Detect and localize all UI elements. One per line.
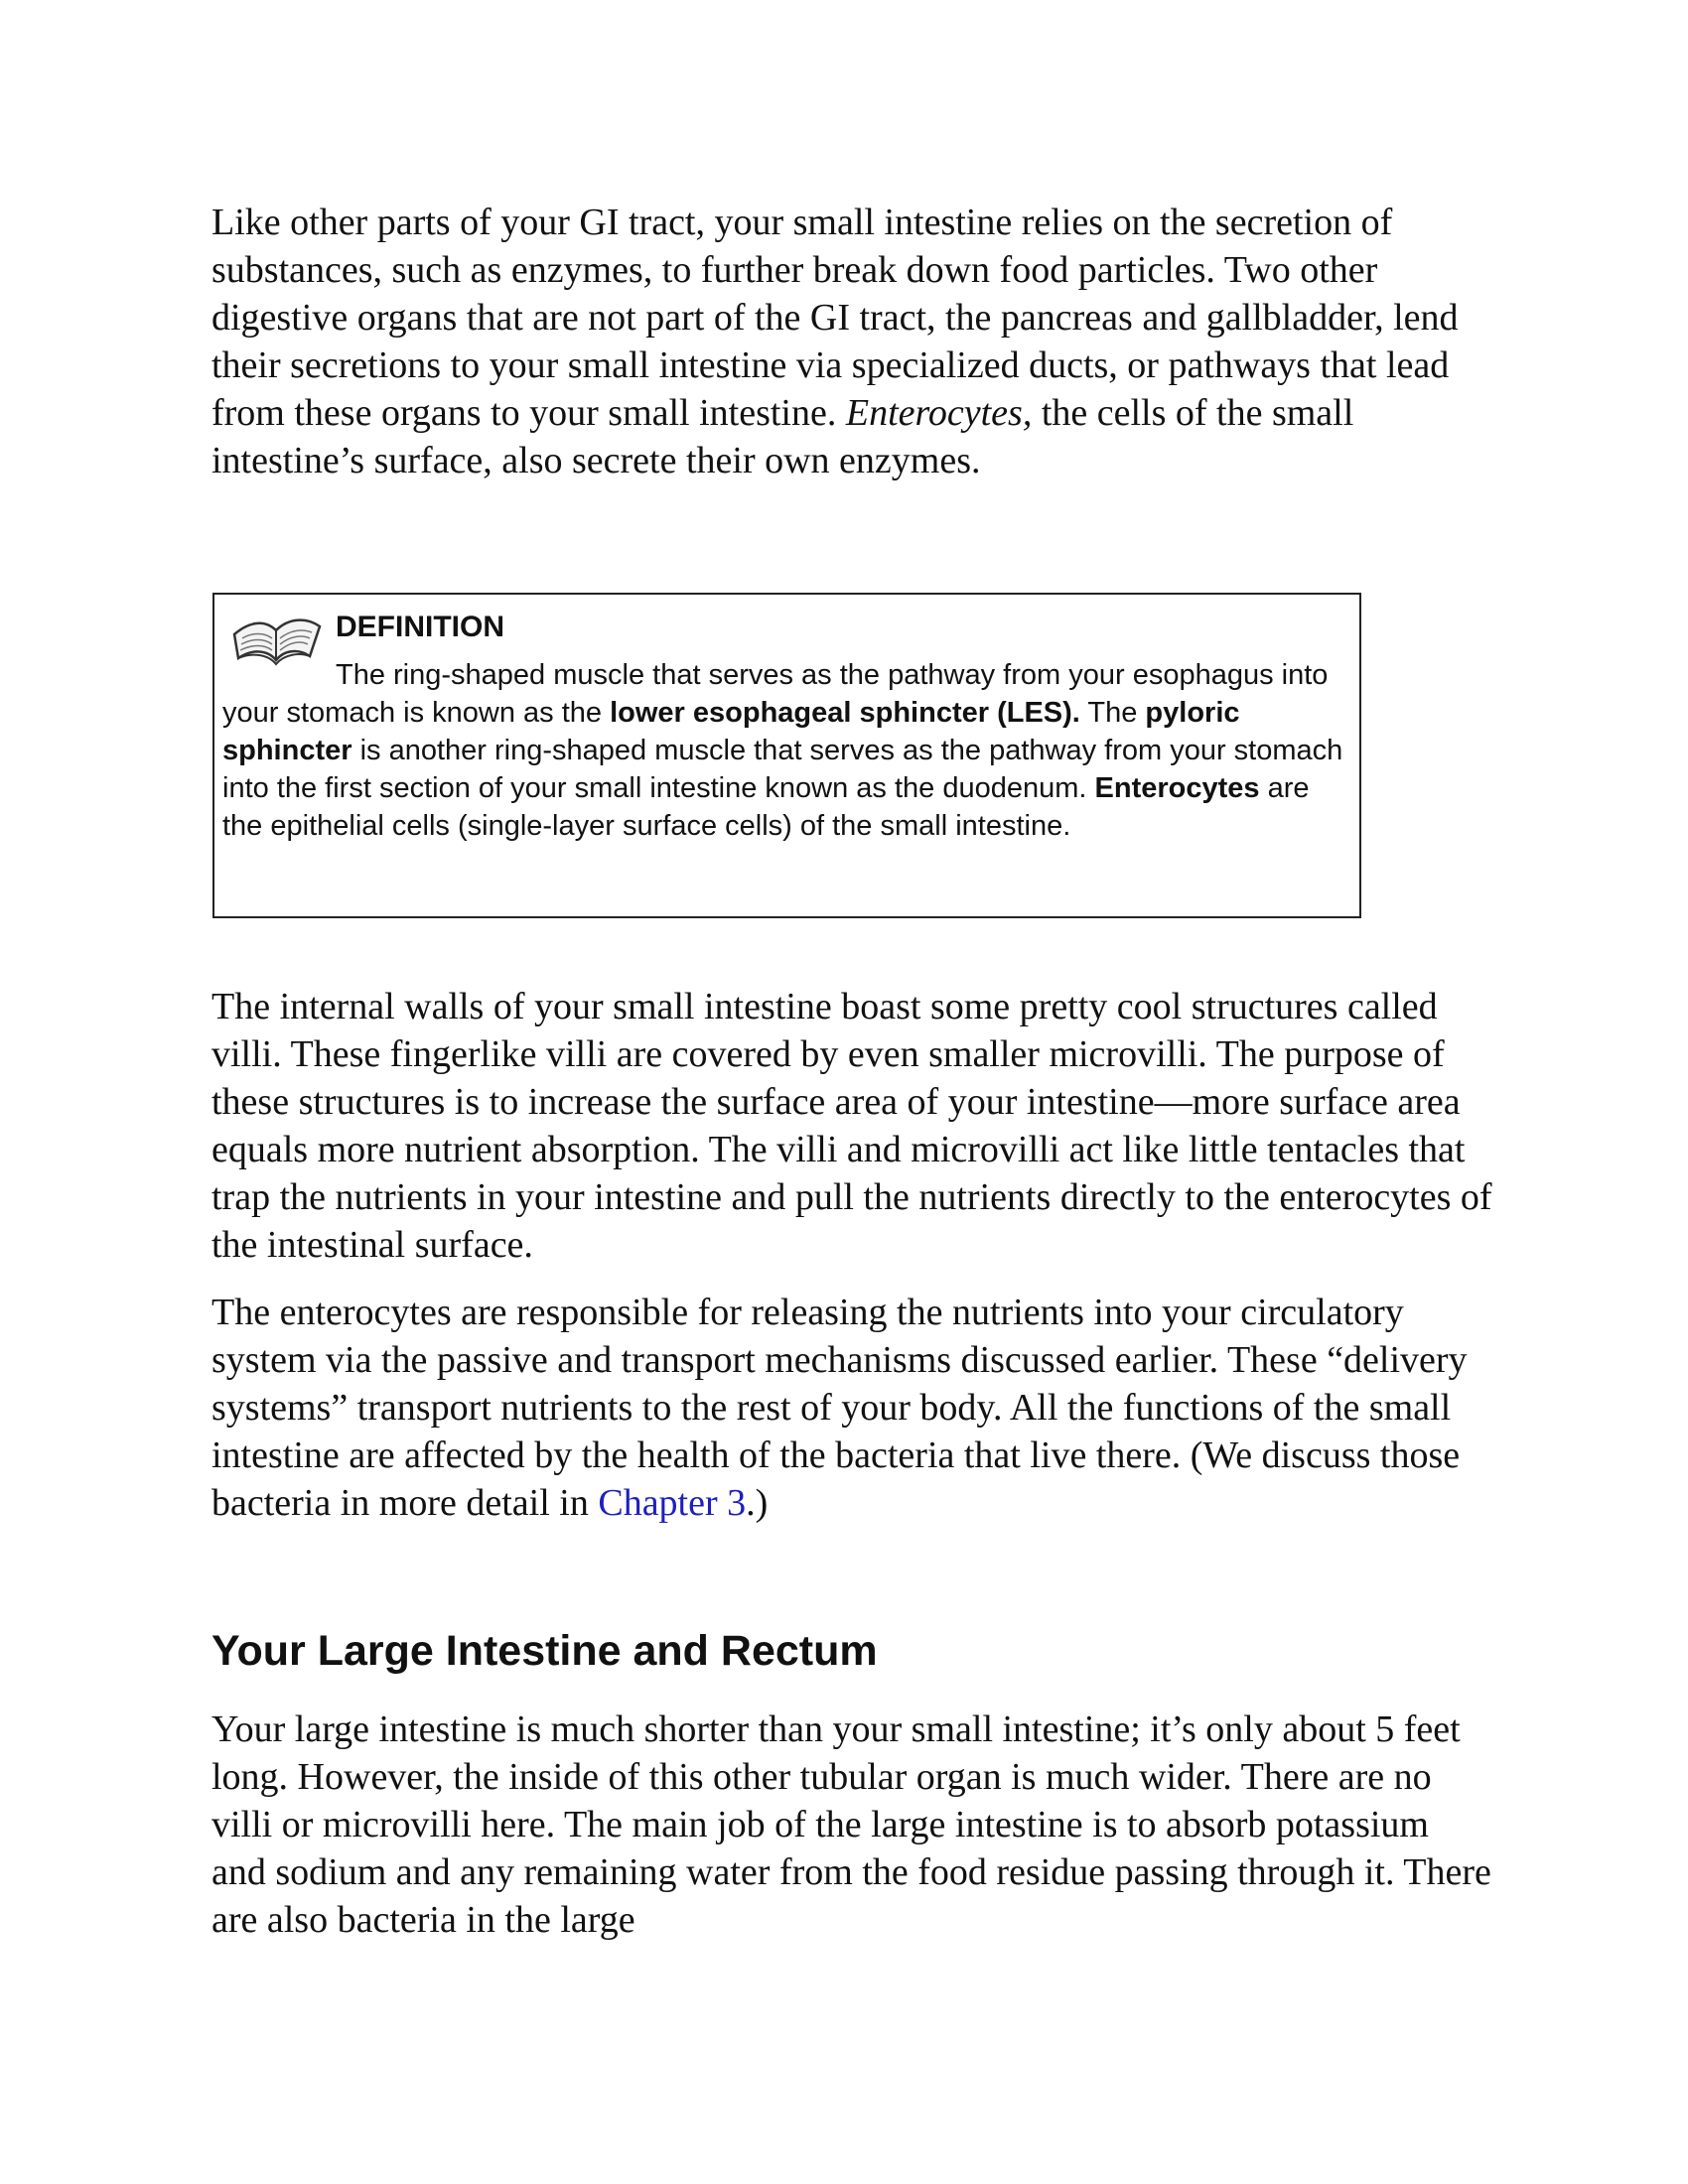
definition-text (222, 656, 1356, 845)
paragraph-text: Like other parts of your GI tract, your small intestine relies on the secretion of substances, such as enzymes, to further break down food particles. Two other digestive organs that are not part of the GI tract, the pancreas and gallbladder, lend their secretions to your small intestine via specialized ducts, or pathways that lead from these organs to your small intestine. (211, 202, 1459, 434)
term-les: lower esophageal sphincter (LES). (610, 697, 1080, 729)
italic-term-enterocytes: Enterocytes, (845, 392, 1033, 434)
paragraph-large-intestine: Your large intestine is much shorter than your small intestine; it’s only about 5 feet long. However, the inside of this other tubular organ is much wider. There are no villi or microvilli here. The main job of the large intestine is to absorb potassium and sodium and any remaining water from the food residue passing through it. There are also bacteria in the large (211, 1708, 1491, 1941)
chapter-3-link[interactable]: Chapter 3 (598, 1482, 747, 1524)
paragraph-text: the cells of the small intestine’s surface, also secrete their own enzymes. (211, 392, 1354, 481)
term-enterocytes: Enterocytes (1094, 772, 1260, 804)
paragraph-villi: The internal walls of your small intestine boast some pretty cool structures called villi. These fingerlike villi are covered by even smaller microvilli. The purpose of these structures is to increase the surface area of your intestine—more surface area equals more nutrient absorption. The villi and microvilli act like little tentacles that trap the nutrients in your intestine and pull the nutrients directly to the enterocytes of the intestinal surface. (211, 986, 1492, 1266)
paragraph-small-intestine-secretions (211, 199, 1492, 484)
term-pyloric-sphincter: pyloric sphincter (222, 697, 1240, 766)
section-heading: Your Large Intestine and Rectum (211, 1627, 878, 1675)
definition-title: DEFINITION (336, 611, 504, 643)
paragraph-text: The enterocytes are responsible for releasing the nutrients into your circulatory system via the passive and transport mechanisms discussed earlier. These “delivery systems” transport nutrients to the rest of your body. All the functions of the small intestine are affected by the health of the bacteria that live there. (We discuss those bacteria in more detail in (211, 1292, 1468, 1524)
definition-box (212, 593, 1361, 918)
definition-text-part: are the epithelial cells (single-layer surface cells) of the small intestine. (222, 772, 1310, 842)
definition-text-part: The (1079, 697, 1146, 729)
definition-text-part: is another ring-shaped muscle that serves as the pathway from your stomach into the first section of your small intestine known as the duodenum. (222, 735, 1343, 804)
paragraph-enterocytes (211, 1289, 1492, 1527)
paragraph-text: .) (746, 1482, 769, 1524)
definition-text-part: The ring-shaped muscle that serves as the pathway from your esophagus into your stomach is known as the (222, 659, 1329, 729)
